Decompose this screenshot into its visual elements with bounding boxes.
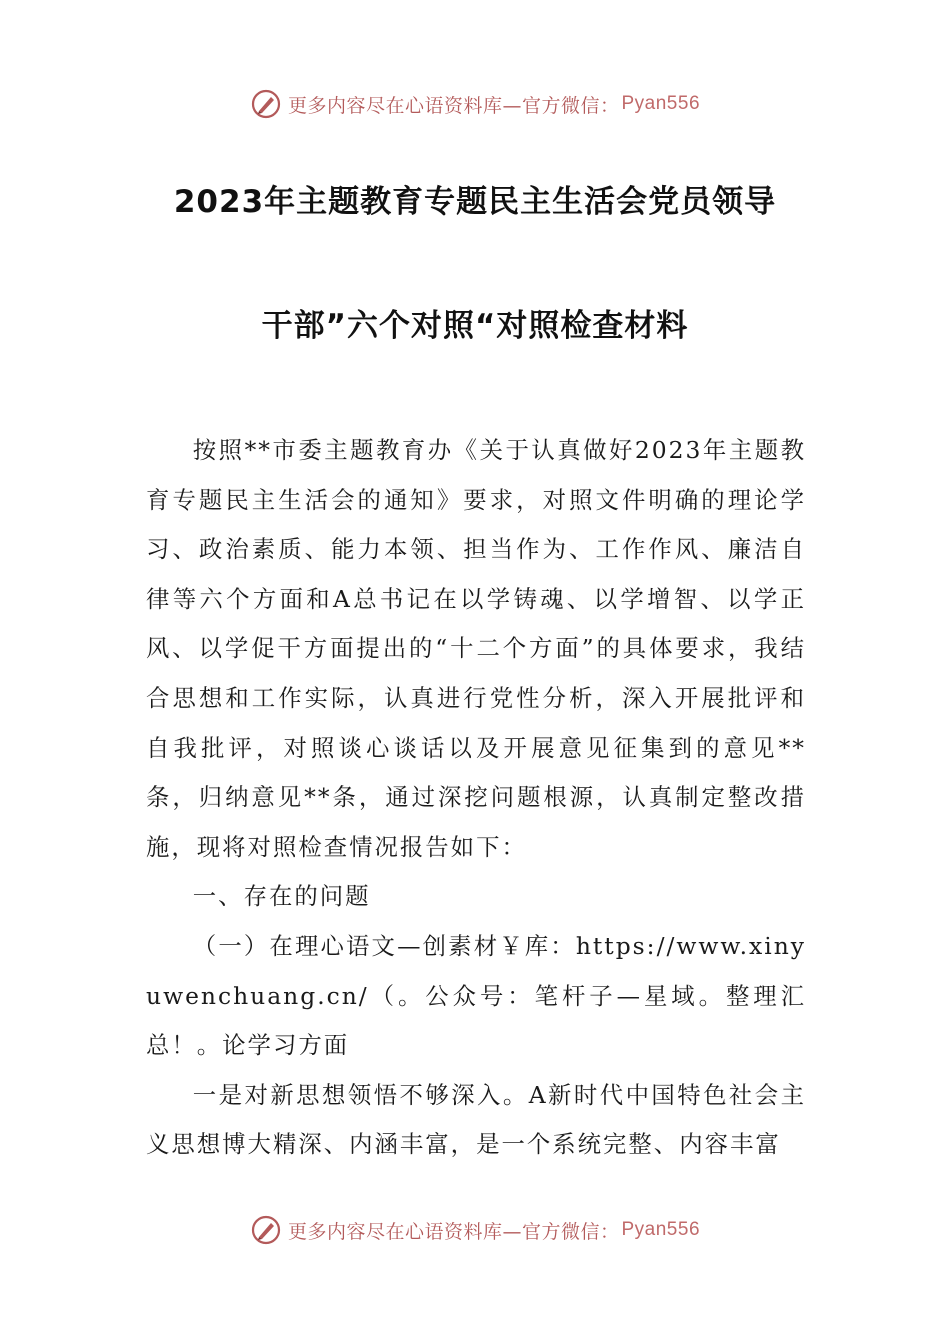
watermark-id: Pyan556 [621, 1219, 701, 1240]
pen-logo-icon [250, 88, 282, 120]
subsection-heading: （一）在理心语文—创素材￥库：https://www.xinyuwenchuang.cn/（。公众号：笔杆子—星域。整理汇总！。论学习方面 [146, 931, 806, 1060]
watermark-footer [0, 1210, 950, 1250]
watermark-text: 更多内容尽在心语资料库—官方微信： [287, 1220, 620, 1243]
paragraph-intro: 按照**市委主题教育办《关于认真做好2023年主题教育专题民主生活会的通知》要求，对照文件明确的理论学习、政治素质、能力本领、担当作为、工作作风、廉洁自律等六个方面和A总书记在以学铸魂、以学增智、以学正风、以学促干方面提出的“十二个方面”的具体要求，我结合思想和工作实际，认真进行党性分析，深入开展批评和自我批评，对照谈心谈话以及开展意见征集到的意见**条，归纳意见**条，通过深挖问题根源，认真制定整改措施，现将对照检查情况报告如下： [146, 436, 806, 861]
document-body [146, 426, 806, 1170]
document-title-line-2: 干部”六个对照“对照检查材料 [261, 308, 689, 344]
section-heading: 一、存在的问题 [192, 882, 371, 911]
document-title-line-1: 2023年主题教育专题民主生活会党员领导 [173, 184, 777, 220]
watermark-header [0, 84, 950, 124]
watermark-text: 更多内容尽在心语资料库—官方微信： [287, 94, 620, 117]
pen-logo-icon [250, 1214, 282, 1246]
watermark-id: Pyan556 [621, 93, 701, 114]
paragraph-point-one: 一是对新思想领悟不够深入。A新时代中国特色社会主义思想博大精深、内涵丰富，是一个系统完整、内容丰富 [146, 1080, 806, 1159]
